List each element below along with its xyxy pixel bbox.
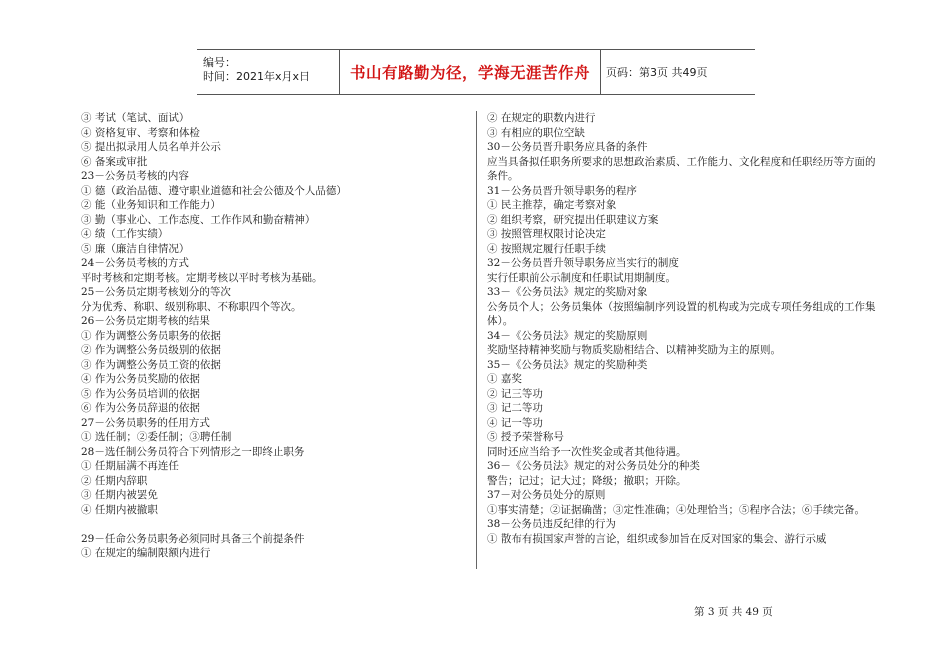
text-line: 奖励坚持精神奖励与物质奖励相结合、以精神奖励为主的原则。 [487,344,781,356]
text-line: 38－公务员违反纪律的行为 [487,518,616,530]
text-line: ① 散布有损国家声誉的言论，组织或参加旨在反对国家的集会、游行示威 [487,532,827,545]
text-line: ① 任期届满不再连任 [81,460,179,472]
motto-text: 书山有路勤为径，学海无涯苦作舟 [349,63,590,82]
page-count-label: 页码：第3页 共49页 [606,66,708,79]
text-line: ④ 记一等功 [487,416,543,429]
text-line: 公务员个人；公务员集体（按照编制序列设置的机构或为完成专项任务组成的工作集体）。 [487,300,876,327]
text-line: ② 组织考察，研究提出任职建议方案 [487,213,659,226]
text-line: ③ 任期内被罢免 [81,489,158,501]
text-line: ⑥ 备案或审批 [81,155,148,168]
text-line: ④ 资格复审、考察和体检 [81,126,200,139]
text-line: ⑤ 廉（廉洁自律情况） [81,242,190,255]
text-line: 34－《公务员法》规定的奖励原则 [487,329,648,342]
text-line: ② 记三等功 [487,387,543,400]
page-footer: 第 3 页 共 49 页 [694,606,773,618]
text-line: ③ 记二等功 [487,402,543,414]
text-line: ③ 考试（笔试、面试） [81,112,190,124]
text-line: 35－《公务员法》规定的奖励种类 [487,358,648,371]
text-line: 警告；记过；记大过；降级；撤职；开除。 [487,474,687,487]
blank-line [81,517,466,532]
right-column [487,111,879,546]
document-time-label: 时间：2021年x月x日 [203,70,311,83]
text-line: 36－《公务员法》规定的对公务员处分的种类 [487,460,700,472]
text-line: ① 嘉奖 [487,373,522,385]
text-line: ① 在规定的编制限额内进行 [81,547,211,559]
text-line: 30－公务员晋升职务应具备的条件 [487,141,648,153]
text-line: ③ 按照管理权限讨论决定 [487,228,606,240]
text-line: 平时考核和定期考核。定期考核以平时考核为基础。 [81,271,323,284]
document-number-label: 编号： [203,56,236,69]
left-column [81,111,466,561]
text-line: 24－公务员考核的方式 [81,257,189,269]
text-line: ④ 作为公务员奖励的依据 [81,373,200,385]
text-line: 32－公务员晋升领导职务应当实行的制度 [487,257,679,269]
text-line: ② 作为调整公务员级别的依据 [81,344,221,356]
page-header [197,49,755,95]
text-line: ⑥ 作为公务员辞退的依据 [81,402,200,414]
text-line: 分为优秀、称职、级别称职、不称职四个等次。 [81,300,302,313]
column-divider [476,111,477,569]
text-line: ④ 按照规定履行任职手续 [487,242,606,255]
text-line: 37－对公务员处分的原则 [487,489,606,501]
text-line: 28－选任制公务员符合下列情形之一即终止职务 [81,445,305,458]
text-line: 26－公务员定期考核的结果 [81,315,210,327]
text-line: 同时还应当给予一次性奖金或者其他待遇。 [487,445,687,458]
text-line: 实行任职前公示制度和任职试用期制度。 [487,271,676,284]
text-line: ④ 任期内被撤职 [81,503,158,516]
text-line: 33－《公务员法》规定的奖励对象 [487,286,648,298]
text-line: ⑤ 授予荣誉称号 [487,431,564,443]
text-line: ⑤ 提出拟录用人员名单并公示 [81,141,221,153]
text-line: ① 民主推荐，确定考察对象 [487,199,617,211]
text-line: ③ 有相应的职位空缺 [487,126,585,139]
text-line: ② 在规定的职数内进行 [487,112,596,124]
text-line: 29－任命公务员职务必须同时具备三个前提条件 [81,532,305,545]
header-page-cell [600,50,755,94]
text-line: ⑤ 作为公务员培训的依据 [81,387,200,400]
header-motto-cell [339,50,601,94]
text-line: ① 选任制；②委任制；③聘任制 [81,431,232,443]
text-line: ①事实清楚；②证据确凿；③定性准确；④处理恰当；⑤程序合法；⑥手续完备。 [487,503,865,516]
text-line: ② 任期内辞职 [81,474,148,487]
text-line: 31－公务员晋升领导职务的程序 [487,184,637,197]
header-info-cell [197,50,339,94]
text-line: ④ 绩（工作实绩） [81,228,169,240]
text-line: 25－公务员定期考核划分的等次 [81,286,231,298]
text-line: ② 能（业务知识和工作能力） [81,199,221,211]
text-line: 23－公务员考核的内容 [81,170,189,182]
text-line: ③ 勤（事业心、工作态度、工作作风和勤奋精神） [81,213,316,226]
text-line: ① 德（政治品德、遵守职业道德和社会公德及个人品德） [81,184,347,197]
text-line: ① 作为调整公务员职务的依据 [81,329,221,342]
text-line: 应当具备拟任职务所要求的思想政治素质、工作能力、文化程度和任职经历等方面的条件。 [487,155,876,182]
text-line: 27－公务员职务的任用方式 [81,416,210,429]
text-line: ③ 作为调整公务员工资的依据 [81,358,221,371]
